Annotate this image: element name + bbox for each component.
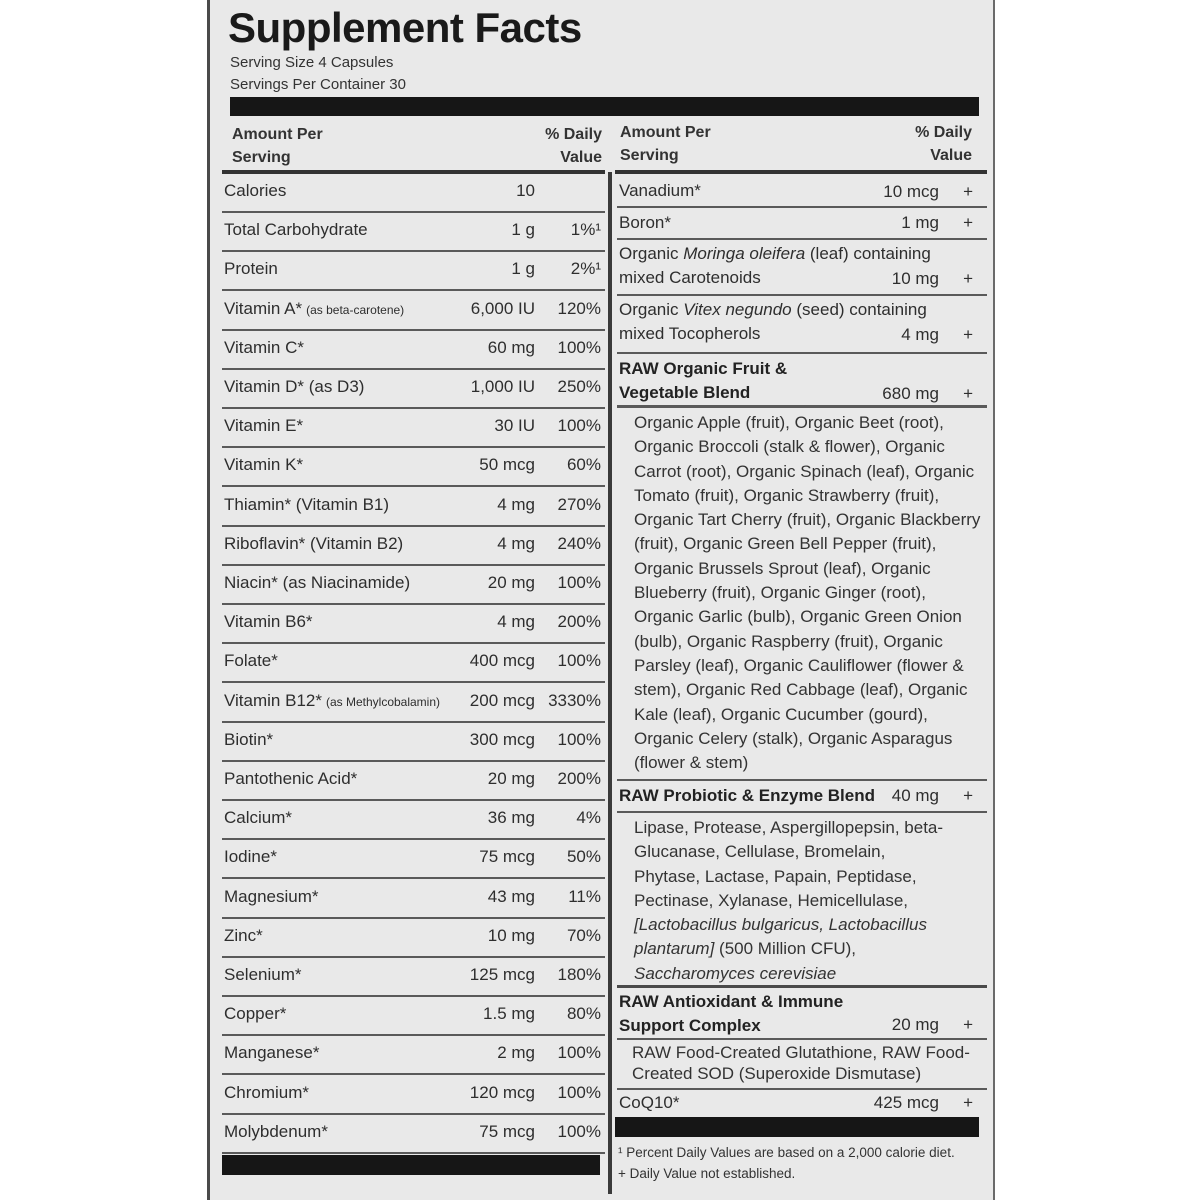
nutrient-row [222,919,605,958]
nutrient-row [222,252,605,291]
nutrient-name: Manganese* [224,1043,320,1063]
nutrient-row [222,1036,605,1075]
nutrient-name: Calories [224,181,287,200]
nutrient-row-moringa: Organic Moringa oleifera (leaf) containing mixed Carotenoids 10 mg + [617,240,987,296]
column-divider [608,172,612,1194]
nutrient-amount: 200 mcg [469,690,535,710]
nutrient-amount: 10 mg [487,925,535,945]
nutrient-daily-value: 100% [557,1121,601,1141]
nutrient-name: Protein [224,259,278,279]
nutrient-daily-value: 100% [557,416,601,436]
nutrient-amount: 1 g [511,220,535,240]
nutrient-amount: 300 mcg [469,729,535,749]
nutrient-row [222,331,605,370]
nutrient-row-vitex: Organic Vitex negundo (seed) containing mixed Tocopherols 4 mg + [617,296,987,354]
nutrient-daily-value: 50% [566,847,601,867]
nutrient-daily-value: 120% [557,298,601,318]
left-bottom-bar [222,1155,600,1175]
nutrient-row [222,448,605,487]
nutrient-row [222,801,605,840]
nutrient-amount: 75 mcg [479,1121,535,1141]
nutrient-amount: 30 IU [494,416,535,436]
right-amount-header: Amount Per Serving [620,124,711,164]
nutrient-row [222,958,605,997]
nutrient-amount: 120 mcg [469,1082,535,1102]
nutrient-daily-value: 1%¹ [570,220,601,240]
fruit-blend-ingredients: Organic Apple (fruit), Organic Beet (root), Organic Broccoli (stalk & flower), Organic Carrot (root), Organic Spinach (leaf), Organic Tomato (fruit), Organic Strawberry (fruit), Organic Tart Cherry (fruit), Organic Blackberry (fruit), Organic Green Bell Pepper (fruit), Organic Brussels Sprout (leaf), Organic Blueberry (fruit), Organic Ginger (root), Organic Garlic (bulb), Organic Green Onion (bulb), Organic Raspberry (fruit), Organic Parsley (leaf), Organic Cauliflower (flower & stem), Organic Red Cabbage (leaf), Organic Kale (leaf), Organic Cucumber (gourd), Organic Celery (stalk), Organic Asparagus (flower & stem) [634,413,981,773]
nutrient-name: Magnesium* [224,886,319,906]
nutrient-row-boron: Boron* 1 mg + [617,208,987,240]
nutrient-daily-value: 4% [576,808,601,828]
nutrient-name: Copper* [224,1004,287,1024]
nutrient-row [222,213,605,252]
nutrient-name: Niacin* (as Niacinamide) [224,573,411,592]
nutrient-row [222,370,605,409]
nutrient-daily-value: 100% [557,729,601,749]
nutrient-amount: 4 mg [497,494,535,514]
antioxidant-ingredients: RAW Food-Created Glutathione, RAW Food-Created SOD (Superoxide Dismutase) [632,1043,970,1083]
nutrient-row [222,566,605,605]
nutrient-amount: 20 mg [487,573,535,592]
nutrient-daily-value: 240% [557,533,601,553]
header-thick-bar [230,97,979,116]
nutrient-name: Vitamin B6* [224,612,313,632]
nutrient-daily-value: 270% [557,494,601,514]
nutrient-row [222,409,605,448]
nutrient-amount: 50 mcg [479,455,535,475]
nutrient-daily-value: 80% [566,1004,601,1024]
nutrient-row [222,1076,605,1115]
nutrient-row [222,840,605,879]
nutrient-daily-value: 180% [557,965,601,984]
blend-row-probiotic-enzyme: RAW Probiotic & Enzyme Blend 40 mg + [617,781,987,813]
nutrient-daily-value: 100% [557,651,601,671]
page-title: Supplement Facts [228,4,582,51]
nutrient-amount: 10 [516,181,535,200]
nutrient-name: Chromium* [224,1082,310,1102]
footnote-percent-daily: ¹ Percent Daily Values are based on a 2,000 calorie diet. [618,1145,955,1160]
nutrient-amount: 2 mg [497,1043,535,1063]
nutrient-name: Pantothenic Acid* [224,769,358,788]
nutrient-row [222,880,605,919]
nutrient-row [222,292,605,331]
blend-row-fruit-vegetable: RAW Organic Fruit & Vegetable Blend 680 mg + [617,354,987,408]
nutrient-amount: 60 mg [487,337,535,357]
nutrient-name: Calcium* [224,808,293,828]
nutrient-name: Folate* [224,651,278,671]
nutrient-name: Molybdenum* [224,1121,328,1141]
nutrient-amount: 4 mg [497,533,535,553]
nutrient-amount: 4 mg [497,612,535,632]
blend-row-antioxidant: RAW Antioxidant & Immune Support Complex 20 mg + [617,988,987,1040]
nutrient-amount: 6,000 IU [470,298,535,318]
right-bottom-bar [615,1117,979,1137]
nutrient-row [222,684,605,723]
serving-size: Serving Size 4 Capsules [230,54,394,71]
nutrient-row [222,488,605,527]
nutrient-row [222,997,605,1036]
nutrient-amount: 20 mg [487,769,535,788]
nutrient-name: Iodine* [224,847,277,867]
nutrient-daily-value: 200% [557,769,601,788]
nutrient-amount: 75 mcg [479,847,535,867]
nutrient-row-coq10: CoQ10* 425 mcg + [619,1093,973,1112]
nutrient-amount: 1,000 IU [470,377,535,396]
nutrient-name: Vitamin B12* (as Methylcobalamin) [224,690,441,710]
nutrient-row [222,762,605,801]
nutrient-daily-value: 100% [557,573,601,592]
nutrient-amount: 400 mcg [469,651,535,671]
nutrient-amount: 1 g [511,259,535,279]
nutrient-name: Vitamin E* [224,416,304,436]
nutrient-row [222,1115,605,1154]
probiotic-blend-ingredients: Lipase, Protease, Aspergillopepsin, beta-Glucanase, Cellulase, Bromelain, Phytase, Lactase, Papain, Peptidase, Pectinase, Xylanase, Hemicellulase, [Lactobacillus bulgaricus, Lactobacillus plantarum] (500 Million CFU), Saccharomyces cerevisiae [634,818,944,983]
nutrient-amount: 125 mcg [469,965,535,984]
nutrient-daily-value: 60% [566,455,601,475]
nutrient-name: Riboflavin* (Vitamin B2) [224,533,404,553]
nutrient-name: Total Carbohydrate [224,220,368,240]
nutrient-name: Vitamin K* [224,455,304,475]
nutrient-daily-value: 250% [557,377,601,396]
nutrient-name: Biotin* [224,729,274,749]
nutrient-row [222,527,605,566]
nutrient-daily-value: 100% [557,337,601,357]
nutrient-name: Selenium* [224,965,302,984]
nutrient-name: Vitamin D* (as D3) [224,377,365,396]
nutrient-daily-value: 100% [557,1043,601,1063]
nutrient-row [222,723,605,762]
left-daily-value-header: % Daily Value [545,126,602,166]
nutrient-daily-value: 200% [557,612,601,632]
nutrient-row [222,644,605,683]
nutrient-name: Vitamin A* (as beta-carotene) [224,298,405,318]
nutrient-amount: 43 mg [487,886,535,906]
nutrient-daily-value: 3330% [548,690,601,710]
nutrient-row [222,605,605,644]
nutrient-daily-value: 70% [566,925,601,945]
nutrient-daily-value: 11% [568,886,601,906]
nutrient-row-vanadium: Vanadium* 10 mcg + [617,174,987,208]
nutrient-amount: 36 mg [487,808,535,828]
servings-per-container: Servings Per Container 30 [230,76,406,93]
nutrient-row [222,174,605,213]
nutrient-daily-value: 2%¹ [570,259,601,279]
right-daily-value-header: % Daily Value [915,124,972,164]
nutrient-daily-value: 100% [557,1082,601,1102]
nutrient-name: Zinc* [224,925,263,945]
nutrient-name: Vitamin C* [224,337,304,357]
footnote-daily-value-not-established: + Daily Value not established. [618,1166,796,1181]
nutrient-amount: 1.5 mg [483,1004,535,1024]
nutrient-name: Thiamin* (Vitamin B1) [224,494,390,514]
left-amount-header: Amount Per Serving [232,126,323,166]
